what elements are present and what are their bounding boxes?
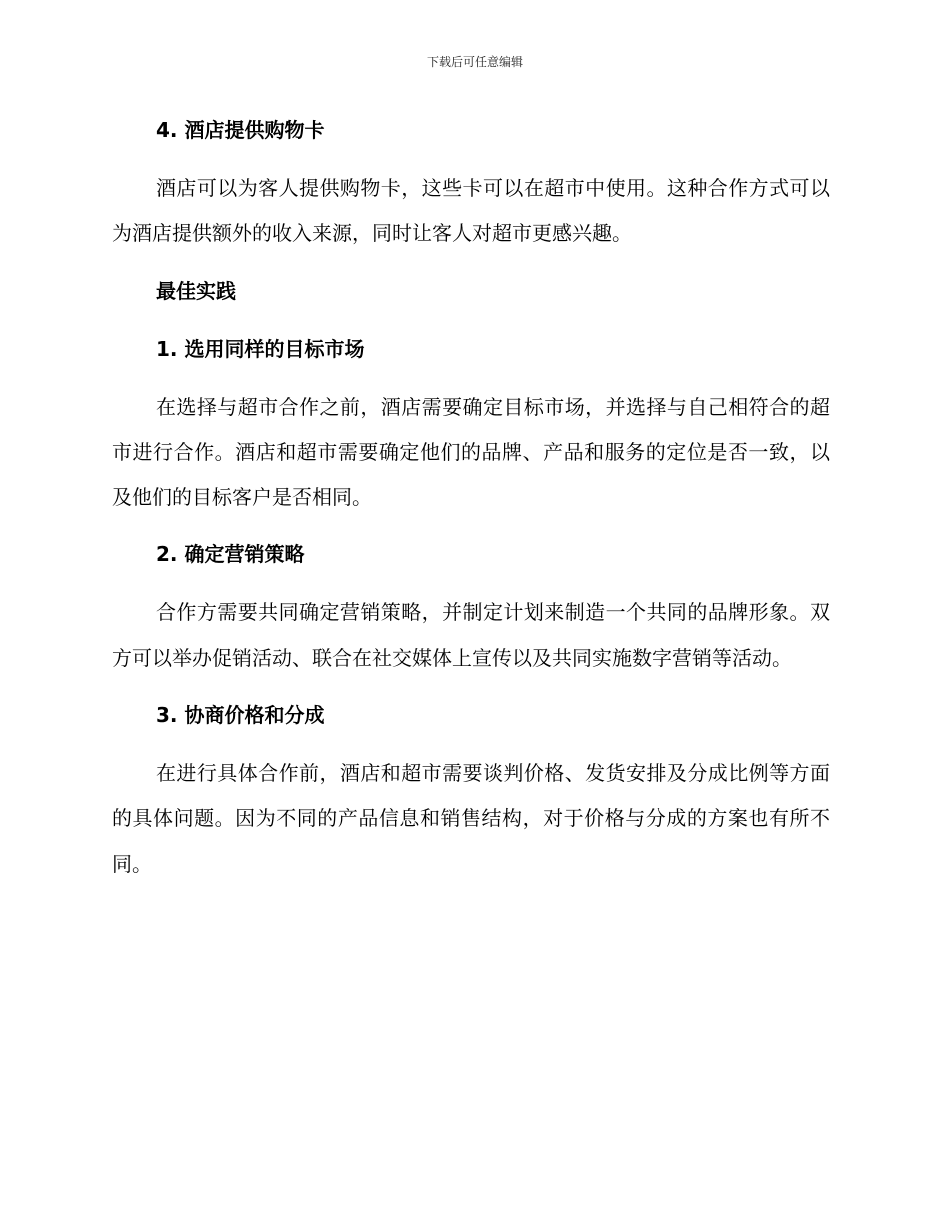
section-heading-shopping-card: 4. 酒店提供购物卡: [156, 118, 325, 142]
section-heading-best-practices: 最佳实践: [156, 278, 236, 303]
document-body: [112, 108, 830, 887]
section-heading-marketing-strategy: 2. 确定营销策略: [156, 542, 305, 567]
paragraph-pricing: 在进行具体合作前，酒店和超市需要谈判价格、发货安排及分成比例等方面的具体问题。因为不同的产品信息和销售结构，对于价格与分成的方案也有所不同。: [112, 761, 830, 876]
section-heading-target-market: 1. 选用同样的目标市场: [156, 336, 365, 361]
paragraph-marketing-strategy: 合作方需要共同确定营销策略，并制定计划来制造一个共同的品牌形象。双方可以举办促销活动、联合在社交媒体上宣传以及共同实施数字营销等活动。: [112, 600, 830, 670]
section-heading-pricing: 3. 协商价格和分成: [156, 703, 325, 728]
page-header: 下载后可任意编辑: [426, 55, 523, 69]
paragraph-shopping-card: 酒店可以为客人提供购物卡，这些卡可以在超市中使用。这种合作方式可以为酒店提供额外的收入来源，同时让客人对超市更感兴趣。: [112, 176, 830, 246]
paragraph-target-market: 在选择与超市合作之前，酒店需要确定目标市场，并选择与自己相符合的超市进行合作。酒店和超市需要确定他们的品牌、产品和服务的定位是否一致，以及他们的目标客户是否相同。: [112, 394, 830, 510]
